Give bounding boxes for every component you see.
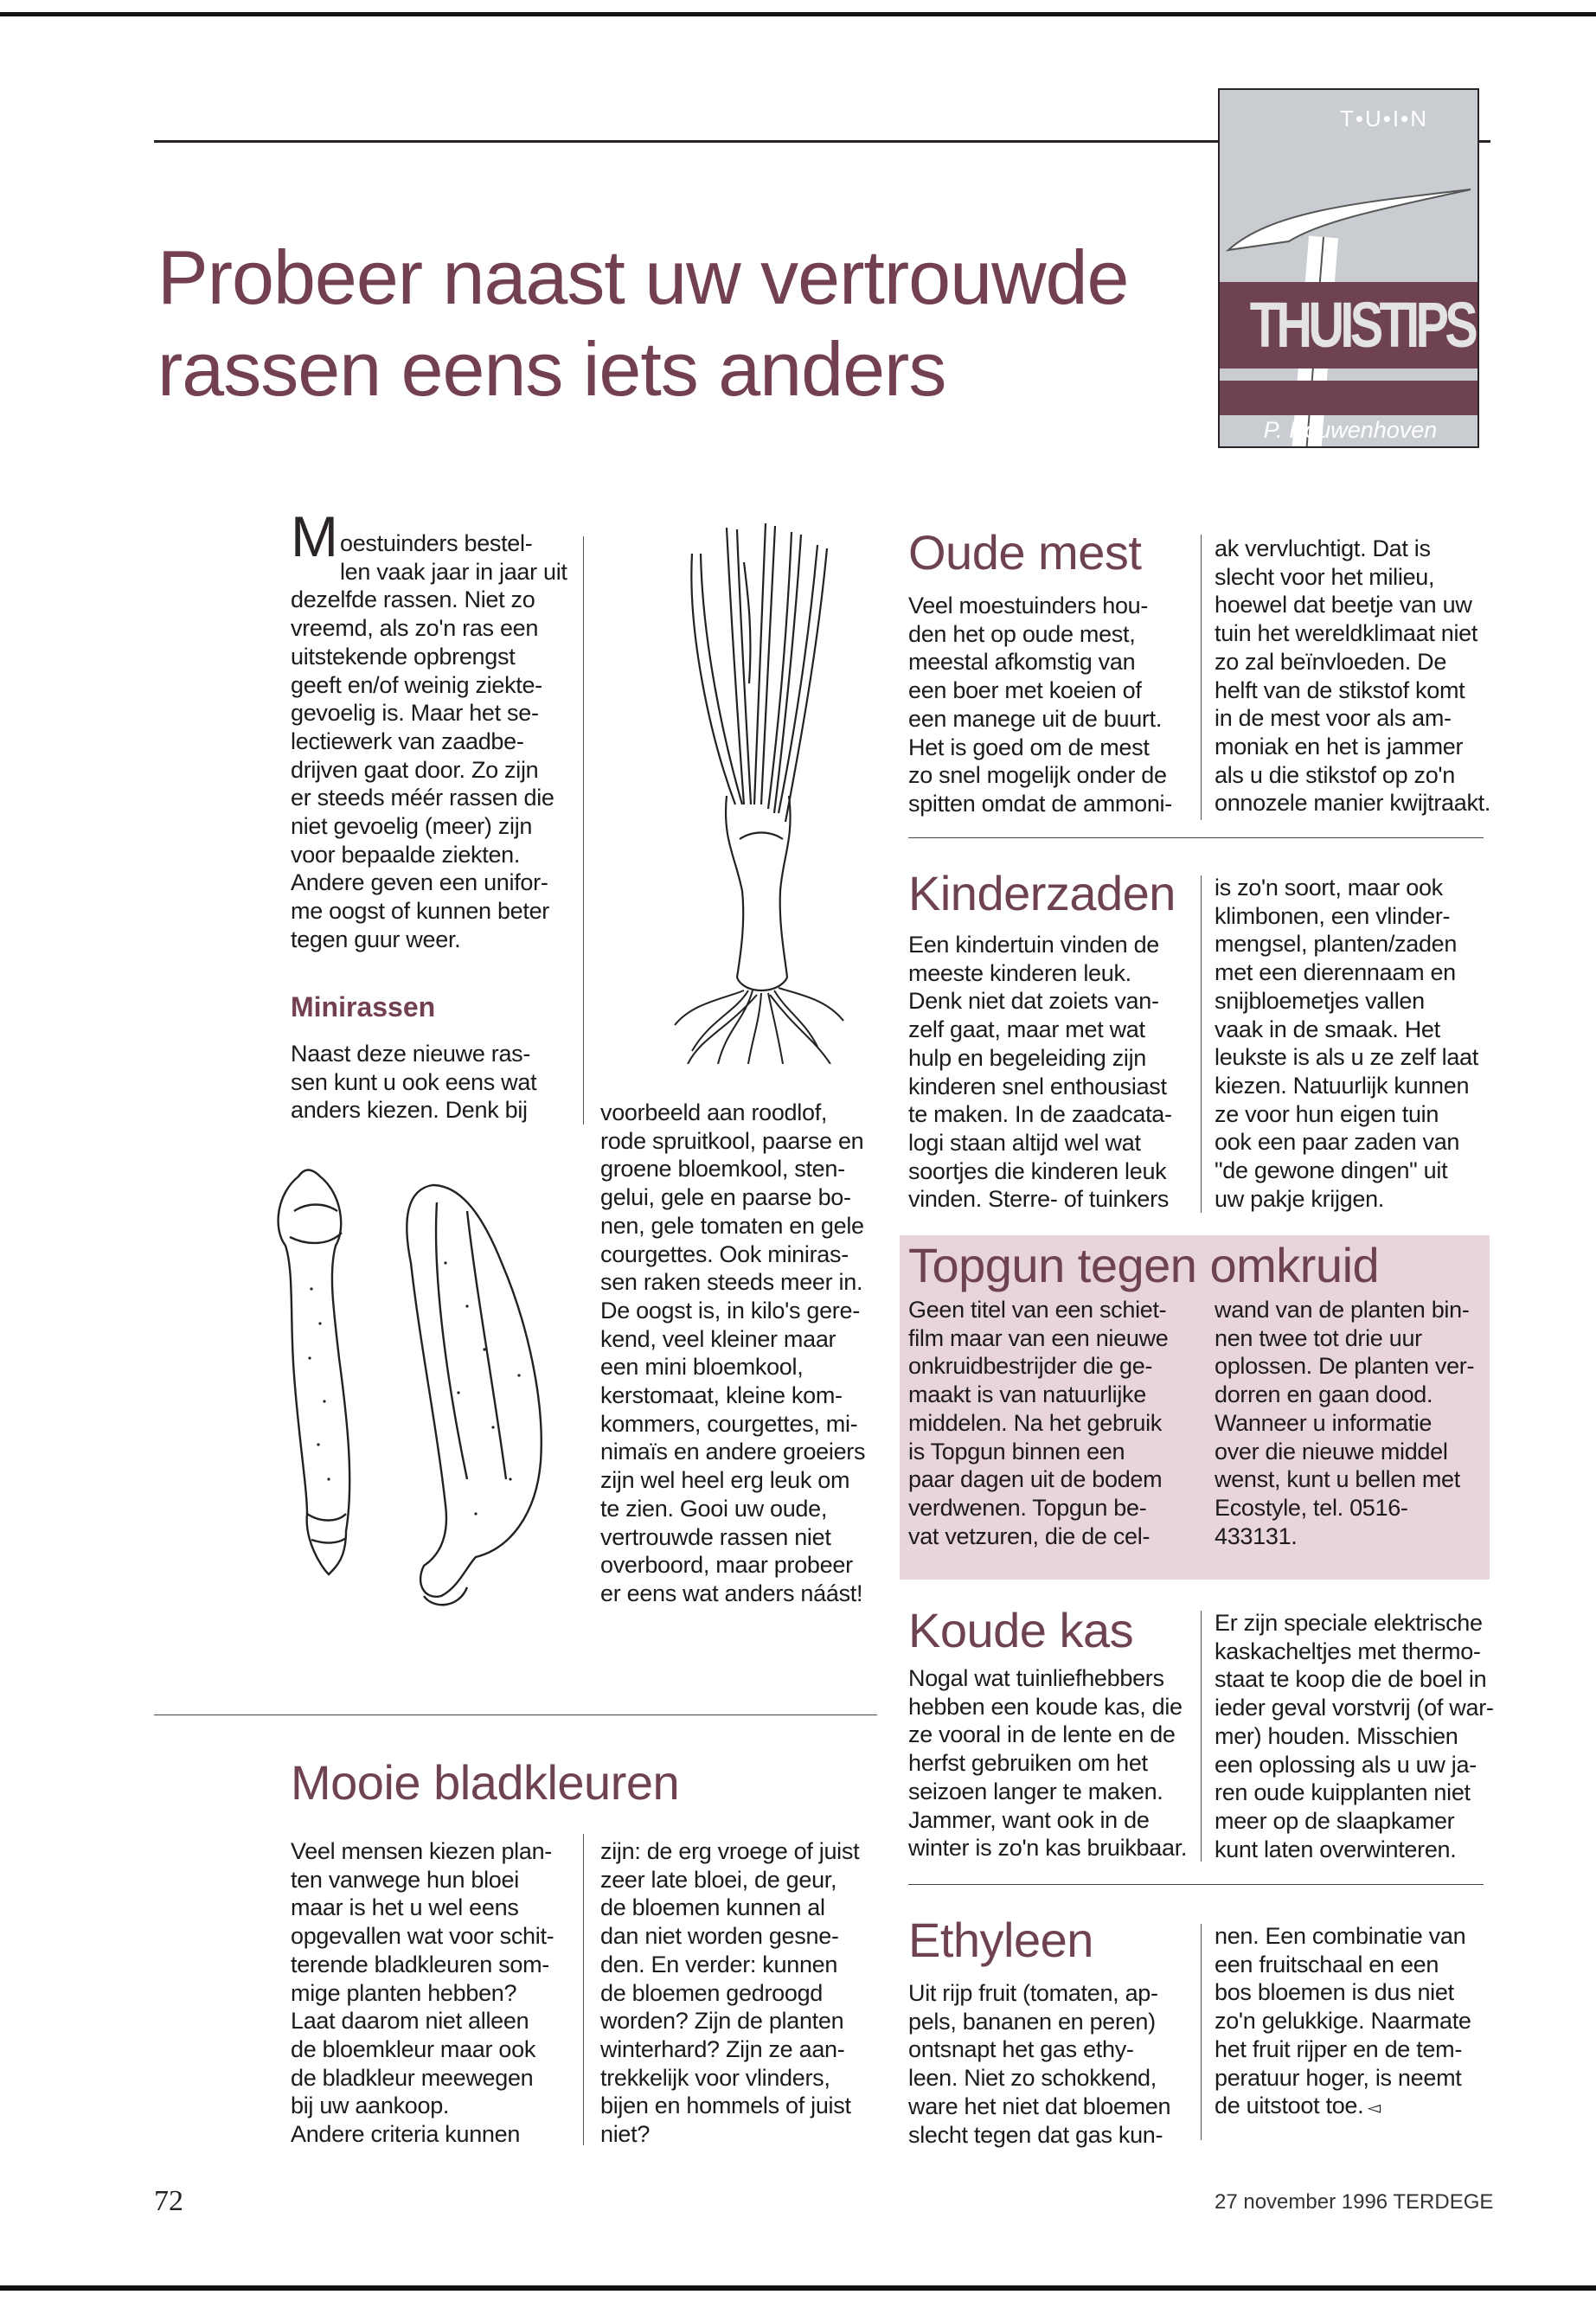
bladkleuren-col-2: zijn: de erg vroege of juist zeer late bloei, de geur, de bloemen kunnen al dan niet worden gesne- den. En verder: kunnen de bloemen gedroogd worden? Zijn de planten winterhard? Zijn ze aan- trekkelijk voor vlinders, bijen en hommels of juist niet? — [600, 1838, 860, 2148]
minirassen-heading: Minirassen — [291, 991, 436, 1022]
page-number: 72 — [154, 2185, 183, 2217]
end-mark-icon: ◅ — [1367, 2099, 1381, 2118]
topgun-heading: Topgun tegen omkruid — [908, 1238, 1380, 1292]
section-rule — [908, 1884, 1484, 1885]
footer-date: 27 november 1996 TERDEGE — [1215, 2190, 1494, 2214]
column-rule — [1201, 535, 1202, 820]
koude-kas-col-1: Nogal wat tuinliefhebbers hebben een koude kas, die ze vooral in de lente en de herfst gebruiken om het seizoen langer te maken. Jammer, want ook in de winter is zo'n kas bruikbaar. — [908, 1665, 1188, 1862]
oude-mest-col-1: Veel moestuinders hou- den het op oude mest, meestal afkomstig van een boer met koeien of een manege uit de buurt. Het is goed om de mest zo snel mogelijk onder de spitten omdat de ammoni- — [908, 593, 1172, 817]
intro-text — [291, 504, 567, 954]
thuistips-logo — [1218, 88, 1479, 448]
minirassen-text-1: Naast deze nieuwe ras- sen kunt u ook eens wat anders kiezen. Denk bij — [291, 1041, 537, 1124]
ethyleen-heading: Ethyleen — [908, 1913, 1093, 1967]
bottom-border — [0, 2285, 1596, 2291]
topgun-col-2: wand van de planten bin- nen twee tot drie uur oplossen. De planten ver- dorren en gaan dood. Wanneer u informatie over die nieuwe middel wenst, kunt u bellen met Ecostyle, tel. 0516- 433131. — [1215, 1297, 1475, 1549]
top-border — [0, 12, 1596, 16]
logo-bottom-bar — [1220, 381, 1479, 415]
ethyleen-col-2-wrap — [1215, 1922, 1500, 2120]
kinderzaden-heading: Kinderzaden — [908, 866, 1176, 920]
intro-body: oestuinders bestel- len vaak jaar in jaar uit dezelfde rassen. Niet zo vreemd, als zo'n ras een uitstekende opbrengst geeft en/of weinig ziekte- gevoelig is. Maar het se- lectiewerk van zaadbe- drijven gaat door. Zo zijn er steeds méér rassen die niet gevoelig (meer) zijn voor bepaalde ziekten. Andere geven een unifor- me oogst of kunnen beter tegen guur weer. — [291, 530, 567, 952]
bladkleuren-col-1: Veel mensen kiezen plan- ten vanwege hun bloei maar is het u wel eens opgevallen wat voor schit- terende bladkleuren som- mige planten hebben? Laat daarom niet alleen de bloemkleur maar ook de bladkleur meewegen bij uw aankoop. Andere criteria kunnen — [291, 1838, 554, 2148]
section-rule — [908, 837, 1484, 838]
oude-mest-heading: Oude mest — [908, 525, 1142, 580]
logo-author: P. Kouwenhoven — [1263, 417, 1438, 443]
topgun-col-1: Geen titel van een schiet- film maar van een nieuwe onkruidbestrijder die ge- maakt is van natuurlijke middelen. Na het gebruik is Topgun binnen een paar dagen uit de bodem verdwenen. Topgun be- vat vetzuren, die de cel- — [908, 1297, 1169, 1549]
logo-brand: THUISTIPS — [1249, 289, 1475, 361]
minirassen-text-2: voorbeeld aan roodlof, rode spruitkool, paarse en groene bloemkool, sten- gelui, gele en paarse bo- nen, gele tomaten en gele courgettes. Ook miniras- sen raken steeds meer in. De oogst is, in kilo's gere- kend, veel kleiner maar een mini bloemkool, kerstomaat, kleine kom- kommers, courgettes, mi- nimaïs en andere groeiers zijn wel heel erg leuk om te zien. Gooi uw oude, vertrouwde rassen niet overboord, maar probeer er eens wat anders náást! — [600, 1099, 866, 1606]
column-rule — [583, 1834, 584, 2145]
logo-top-label: T•U•I•N — [1340, 106, 1428, 131]
koude-kas-col-2: Er zijn speciale elektrische kaskacheltjes met thermo- staat te koop die de boel in ieder geval vorstvrij (of war- mer) houden. Misschien een oplossing als u uw ja- ren oude kuipplanten niet meer op de slaapkamer kunt laten overwinteren. — [1215, 1610, 1494, 1862]
page-title: Probeer naast uw vertrouwde rassen eens iets anders — [157, 234, 1129, 412]
column-rule — [1201, 875, 1202, 1213]
koude-kas-heading: Koude kas — [908, 1603, 1134, 1657]
bladkleuren-heading: Mooie bladkleuren — [291, 1755, 680, 1810]
column-rule — [583, 536, 584, 1125]
ethyleen-col-1: Uit rijp fruit (tomaten, ap- pels, bananen en peren) ontsnapt het gas ethy- leen. Niet zo schokkend, ware het niet dat bloemen slecht tegen dat gas kun- — [908, 1980, 1171, 2148]
intro-dropcap: M — [291, 504, 338, 568]
oude-mest-col-2: ak vervluchtigt. Dat is slecht voor het milieu, hoewel dat beetje van uw tuin het wereldklimaat niet zo zal beïnvloeden. De helft van de stikstof komt in de mest voor als am- moniak en het is jammer als u die stikstof op zo'n onnozele manier kwijtraakt. — [1215, 535, 1491, 817]
courgette-illustration — [260, 1150, 571, 1652]
column-rule — [1201, 1924, 1202, 2140]
spring-onion-illustration — [640, 510, 856, 1064]
kinderzaden-col-2: is zo'n soort, maar ook klimbonen, een vlinder- mengsel, planten/zaden met een dierennaam en snijbloemetjes vallen vaak in de smaak. Het leukste is als u ze zelf laat kiezen. Natuurlijk kunnen ze voor hun eigen tuin ook een paar zaden van "de gewone dingen" uit uw pakje krijgen. — [1215, 875, 1478, 1212]
ethyleen-col-2: nen. Een combinatie van een fruitschaal en een bos bloemen is dus niet zo'n gelukkige. Naarmate het fruit rijper en de tem- peratuur hoger, is neemt de uitstoot toe. — [1215, 1923, 1471, 2119]
kinderzaden-col-1: Een kindertuin vinden de meeste kinderen leuk. Denk niet dat zoiets van- zelf gaat, maar met wat hulp en begeleiding zijn kinderen snel enthousiast te maken. In de zaadcata- logi staan altijd wel wat soortjes die kinderen leuk vinden. Sterre- of tuinkers — [908, 932, 1172, 1213]
